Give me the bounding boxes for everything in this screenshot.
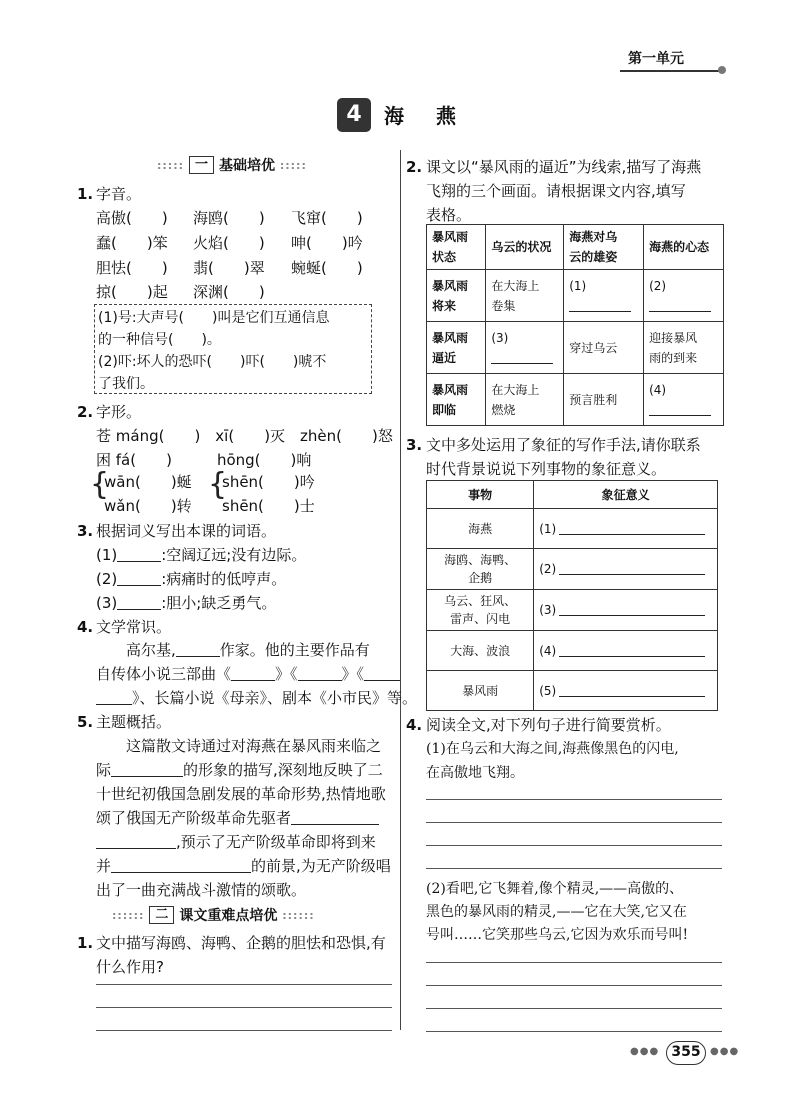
r3-table [426,480,718,711]
r2-th-1: 暴风雨 状态 [427,225,486,270]
r3-item: 乌云、狂风、 雷声、闪电 [427,590,534,631]
answer-line[interactable] [426,822,722,823]
q4-line2: 自传体小说三部曲《 》《 》《 [96,661,400,687]
q3-title: 根据词义写出本课的词语。 [96,522,277,540]
q5-line5: ,预示了无产阶级革命即将到来 [96,829,376,855]
answer-line[interactable] [426,1008,722,1009]
dots-icon: :::::: [277,908,315,922]
section1-label: 一 [189,156,214,174]
q5-title: 主题概括。 [96,713,172,731]
section1-header [157,155,307,175]
q3-line3: (3) :胆小;缺乏勇气。 [96,594,277,612]
answer-line[interactable] [426,845,722,846]
q2-brace1-a: wān( )蜒 [104,473,192,491]
r3-item: 暴风雨 [427,671,534,711]
brace-icon: { [90,467,110,502]
answer-line[interactable] [96,984,392,985]
r2-table [426,224,724,426]
q5-line1: 这篇散文诗通过对海燕在暴风雨来临之 [126,737,382,755]
r2-cell: 穿过乌云 [564,322,644,374]
r2-cell-blank[interactable]: (1) [564,270,644,322]
answer-line[interactable] [96,1030,392,1031]
answer-line[interactable] [426,962,722,963]
r2-cell: 暴风雨 即临 [427,374,486,426]
r2-cell-blank[interactable]: (4) [644,374,724,426]
section1-title: 基础培优 [219,158,276,174]
r3-meaning-blank[interactable]: (1) [534,509,718,549]
q3-line2: (2) :病痛时的低哼声。 [96,570,287,588]
dots-icon: :::::: [112,908,145,922]
r2-cell-blank[interactable]: (2) [644,270,724,322]
q1-row2-c: 呻( )吟 [291,234,363,252]
r2-line3: 表格。 [426,206,472,224]
q1-row1-a: 高傲( ) [96,209,168,227]
r3-meaning-blank[interactable]: (4) [534,631,718,671]
page-number: 355 [666,1041,706,1065]
r2-th-4: 海燕的心态 [644,225,724,270]
q2-row2: 困 fá( ) hōng( )响 [96,451,312,469]
q2-row1: 苍 máng( ) xī( )灭 zhèn( )怒 [96,427,393,445]
r4-sentence1-line2: 在高傲地飞翔。 [426,765,524,781]
r3-th-meaning: 象征意义 [534,481,718,509]
r3-item: 大海、波浪 [427,631,534,671]
r3-number: 3. [406,436,423,454]
r3-line2: 时代背景说说下列事物的象征意义。 [426,460,667,478]
dots-icon: ::::: [275,158,307,172]
header-rule [620,70,720,72]
q2-title: 字形。 [96,403,142,421]
q5-line4: 颂了俄国无产阶级革命先驱者 [96,805,379,831]
r4-number: 4. [406,716,423,734]
page-number-dots-icon: ●●● [710,1046,740,1057]
q4-title: 文学常识。 [96,618,172,636]
r3-line1: 文中多处运用了象征的写作手法,请你联系 [426,436,701,454]
q1-row3-a: 胆怯( ) [96,259,168,277]
section2-title: 课文重难点培优 [179,908,278,924]
q3-line1: (1) :空阔辽远;没有边际。 [96,546,307,564]
r2-line1: 课文以“暴风雨的逼近”为线索,描写了海燕 [426,158,702,176]
brace-icon: { [208,467,228,502]
r2-number: 2. [406,158,423,176]
answer-line[interactable] [426,1031,722,1032]
r4-sentence1-line1: (1)在乌云和大海之间,海燕像黑色的闪电, [426,741,679,757]
s2q1-line2: 什么作用? [96,958,164,976]
q1-row3-b: 翡( )翠 [193,259,265,277]
r2-cell: 暴风雨 将来 [427,270,486,322]
r3-meaning-blank[interactable]: (3) [534,590,718,631]
column-divider [400,150,401,1030]
q5-line6: 并 的前景,为无产阶级唱 [96,857,391,875]
q1-row3-c: 蜿蜒( ) [291,259,363,277]
dots-icon: ::::: [157,158,184,172]
q1-box-line2: 的一种信号( )。 [98,332,221,348]
q5-line3: 十世纪初俄国急剧发展的革命形势,热情地歌 [96,785,386,803]
q4-line3: 》、长篇小说《母亲》、剧本《小市民》等。 [96,685,417,711]
r2-cell-blank[interactable]: (3) [486,322,564,374]
r4-sentence2-line1: (2)看吧,它飞舞着,像个精灵,——高傲的、 [426,881,684,897]
r2-cell: 在大海上 卷集 [486,270,564,322]
r3-item: 海燕 [427,509,534,549]
q1-title: 字音。 [96,185,142,203]
q1-row4-b: 深渊( ) [193,283,265,301]
r2-cell: 暴风雨 逼近 [427,322,486,374]
r3-meaning-blank[interactable]: (5) [534,671,718,711]
q5-line7: 出了一曲充满战斗激情的颂歌。 [96,881,307,899]
r2-line2: 飞翔的三个画面。请根据课文内容,填写 [426,182,686,200]
header-dot-icon [718,66,726,74]
page-number-dots-icon: ●●● [630,1046,660,1057]
q1-row4-a: 掠( )起 [96,283,168,301]
q2-number: 2. [77,403,94,421]
r2-th-2: 乌云的状况 [486,225,564,270]
q5-number: 5. [77,713,94,731]
q1-box-line3: (2)吓:坏人的恐吓( )吓( )唬不 [98,354,327,370]
r3-meaning-blank[interactable]: (2) [534,549,718,590]
q2-brace1-b: wǎn( )转 [104,497,192,515]
s2q1-number: 1. [77,934,94,952]
q1-box-line1: (1)号:大声号( )叫是它们互通信息 [98,310,330,326]
r4-line1: 阅读全文,对下列句子进行简要赏析。 [426,716,671,734]
q1-box-line4: 了我们。 [98,376,154,392]
r3-th-item: 事物 [427,481,534,509]
answer-line[interactable] [96,1007,392,1008]
q5-line2: 际 的形象的描写,深刻地反映了二 [96,761,383,779]
r3-item: 海鸥、海鸭、 企鹅 [427,549,534,590]
answer-line[interactable] [426,868,722,869]
q1-row1-c: 飞窜( ) [291,209,363,227]
r2-cell: 预言胜利 [564,374,644,426]
q1-row1-b: 海鸥( ) [193,209,265,227]
section2-label: 二 [149,906,174,924]
header-unit: 第一单元 [628,51,684,67]
r2-cell: 在大海上 燃烧 [486,374,564,426]
answer-line[interactable] [426,799,722,800]
lesson-title: 海 燕 [384,104,462,128]
lesson-number-badge: 4 [337,98,371,132]
r2-th-3: 海燕对乌 云的雄姿 [564,225,644,270]
q1-row2-a: 蠢( )笨 [96,234,168,252]
answer-line[interactable] [426,985,722,986]
q1-row2-b: 火焰( ) [193,234,265,252]
q3-number: 3. [77,522,94,540]
r4-sentence2-line3: 号叫……它笑那些乌云,它因为欢乐而号叫! [426,927,689,943]
r2-cell: 迎接暴风 雨的到来 [644,322,724,374]
q1-number: 1. [77,185,94,203]
q2-brace2-b: shēn( )士 [222,497,315,515]
r4-sentence2-line2: 黑色的暴风雨的精灵,——它在大笑,它又在 [426,904,687,920]
s2q1-line1: 文中描写海鸥、海鸭、企鹅的胆怯和恐惧,有 [96,934,386,952]
q4-line1: 高尔基, 作家。他的主要作品有 [126,641,370,659]
q4-number: 4. [77,618,94,636]
section2-header [112,905,315,925]
q2-brace2-a: shēn( )吟 [222,473,315,491]
